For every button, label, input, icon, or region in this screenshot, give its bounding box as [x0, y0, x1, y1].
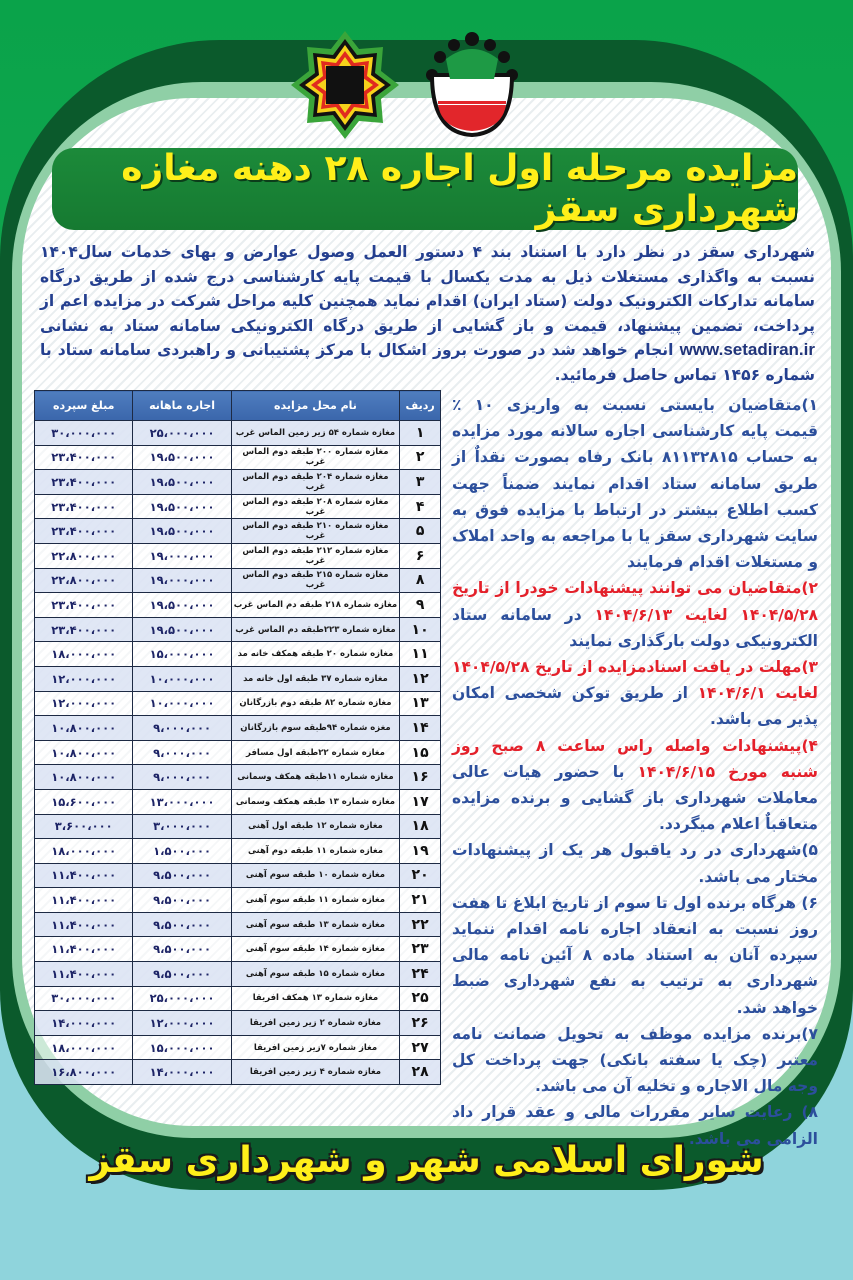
- cell-location-name: مغازه شماره ۵۴ زیر زمین الماس غرب: [231, 421, 399, 446]
- cell-monthly-rent: ۹،۵۰۰،۰۰۰: [133, 962, 231, 987]
- term-4-date: ۴)پیشنهادات واصله راس ساعت ۸ صبح روز شنبه مورخ ۱۴۰۴/۶/۱۵: [452, 736, 819, 781]
- cell-location-name: مغازه شماره ۲ زیر زمین افریقا: [231, 1011, 399, 1036]
- cell-monthly-rent: ۹،۵۰۰،۰۰۰: [133, 888, 231, 913]
- municipality-logo: [285, 30, 405, 140]
- cell-row-number: ۱۳: [400, 691, 441, 716]
- table-row: [35, 789, 441, 814]
- cell-deposit: ۱۱،۴۰۰،۰۰۰: [35, 962, 133, 987]
- table-row: [35, 863, 441, 888]
- cell-monthly-rent: ۲۵،۰۰۰،۰۰۰: [133, 421, 231, 446]
- intro-paragraph: [40, 240, 815, 387]
- cell-deposit: ۲۳،۴۰۰،۰۰۰: [35, 617, 133, 642]
- header-location-name: نام محل مزایده: [231, 391, 399, 421]
- cell-location-name: مغازه شماره ۱۳ طبقه سوم آهنی: [231, 912, 399, 937]
- cell-location-name: مغازه شماره ۱۱ طبقه دوم آهنی: [231, 839, 399, 864]
- cell-location-name: مغازه شماره ۲۰۸ طبقه دوم الماس غرب: [231, 494, 399, 519]
- cell-monthly-rent: ۱۹،۵۰۰،۰۰۰: [133, 617, 231, 642]
- cell-row-number: ۱۲: [400, 666, 441, 691]
- cell-location-name: مغازه شماره ۲۲طبقه اول مسافر: [231, 740, 399, 765]
- cell-monthly-rent: ۱۰،۰۰۰،۰۰۰: [133, 691, 231, 716]
- table-row: [35, 470, 441, 495]
- cell-row-number: ۹: [400, 593, 441, 618]
- cell-location-name: مغازه شماره ۱۰ طبقه سوم آهنی: [231, 863, 399, 888]
- intro-text-before-url: شهرداری سقز در نظر دارد با استناد بند ۴ دستور العمل وصول عوارض و بهای خدمات سال۱۴۰۴ نسبت به واگذاری مستغلات ذیل به مدت یکسال با قیمت پایه کارشناسی درج شده از طریق درگاه سامانه تدارکات الکترونیک دولت (ستاد ایران) اقدام نماید همچنین کلیه مراحل شرکت در مزایده اعم از پرداخت، تضمین پیشنهاد، قیمت و باز گشایی از طریق درگاه الکترونیکی سامانه ستاد به نشانی: [40, 243, 815, 335]
- cell-deposit: ۱۸،۰۰۰،۰۰۰: [35, 642, 133, 667]
- cell-monthly-rent: ۹،۵۰۰،۰۰۰: [133, 912, 231, 937]
- cell-deposit: ۱۱،۴۰۰،۰۰۰: [35, 888, 133, 913]
- council-logo: [412, 30, 532, 140]
- cell-location-name: مغازه شماره ۲۰۰ طبقه دوم الماس غرب: [231, 445, 399, 470]
- table-row: [35, 765, 441, 790]
- cell-location-name: مغازه شماره ۲۱۰ طبقه دوم الماس غرب: [231, 519, 399, 544]
- cell-deposit: ۱۴،۰۰۰،۰۰۰: [35, 1011, 133, 1036]
- cell-row-number: ۲: [400, 445, 441, 470]
- table-row: [35, 962, 441, 987]
- cell-deposit: ۱۱،۴۰۰،۰۰۰: [35, 912, 133, 937]
- term-6: ۶) هرگاه برنده اول تا سوم از تاریخ ابلاغ تا هفت روز نسبت به انعقاد اجاره نامه اقدام ننماید سپرده آنان به استناد ماده ۸ آئین نامه مالی شهرداری به ترتیب به نفع شهرداری ضبط خواهد شد.: [452, 893, 818, 1017]
- cell-monthly-rent: ۱۹،۰۰۰،۰۰۰: [133, 568, 231, 593]
- intro-text-after-url: انجام خواهد شد در صورت بروز اشکال با مرکز پشتیبانی و راهبردی سامانه ستاد با شماره ۱۴۵۶ تماس حاصل فرمائید.: [40, 341, 815, 384]
- term-3-dates: ۳)مهلت در یافت اسنادمزایده از تاریخ ۱۴۰۴/۵/۲۸ لغایت ۱۴۰۴/۶/۱: [452, 658, 818, 703]
- term-3-text: از طریق توکن شخصی امکان پذیر می باشد.: [452, 684, 818, 729]
- council-emblem-icon: [416, 29, 528, 141]
- cell-row-number: ۵: [400, 519, 441, 544]
- cell-row-number: ۶: [400, 543, 441, 568]
- term-2-text: در سامانه ستاد الکترونیکی دولت بارگذاری نمایند: [452, 605, 818, 650]
- cell-row-number: ۲۷: [400, 1035, 441, 1060]
- cell-row-number: ۲۶: [400, 1011, 441, 1036]
- table-body: [35, 421, 441, 1085]
- cell-deposit: ۱۵،۶۰۰،۰۰۰: [35, 789, 133, 814]
- cell-location-name: مغازه شماره ۳۷ طبقه اول خانه مد: [231, 666, 399, 691]
- cell-monthly-rent: ۱۵،۰۰۰،۰۰۰: [133, 642, 231, 667]
- cell-deposit: ۲۳،۴۰۰،۰۰۰: [35, 470, 133, 495]
- header-monthly-rent: اجاره ماهانه: [133, 391, 231, 421]
- table-row: [35, 494, 441, 519]
- cell-row-number: ۲۴: [400, 962, 441, 987]
- table-row: [35, 617, 441, 642]
- table-row: [35, 814, 441, 839]
- cell-monthly-rent: ۳،۰۰۰،۰۰۰: [133, 814, 231, 839]
- table-row: [35, 912, 441, 937]
- cell-deposit: ۱۱،۴۰۰،۰۰۰: [35, 863, 133, 888]
- cell-deposit: ۲۳،۴۰۰،۰۰۰: [35, 445, 133, 470]
- cell-monthly-rent: ۱۹،۵۰۰،۰۰۰: [133, 445, 231, 470]
- terms-list: [452, 392, 818, 1152]
- cell-monthly-rent: ۹،۵۰۰،۰۰۰: [133, 863, 231, 888]
- table-row: [35, 888, 441, 913]
- table-row: [35, 642, 441, 667]
- cell-deposit: ۲۳،۴۰۰،۰۰۰: [35, 494, 133, 519]
- cell-row-number: ۱۵: [400, 740, 441, 765]
- cell-deposit: ۱۸،۰۰۰،۰۰۰: [35, 1035, 133, 1060]
- cell-location-name: مغازه شماره ۸۲ طبقه دوم بازرگانان: [231, 691, 399, 716]
- cell-location-name: مغزه شماره ۹۴طبقه سوم بازرگانان: [231, 716, 399, 741]
- cell-monthly-rent: ۹،۰۰۰،۰۰۰: [133, 765, 231, 790]
- cell-row-number: ۲۵: [400, 986, 441, 1011]
- table-row: [35, 519, 441, 544]
- cell-row-number: ۲۱: [400, 888, 441, 913]
- cell-location-name: مغازه شماره ۲۱۲ طبقه دوم الماس غرب: [231, 543, 399, 568]
- cell-monthly-rent: ۱۰،۰۰۰،۰۰۰: [133, 666, 231, 691]
- table-row: [35, 691, 441, 716]
- cell-monthly-rent: ۱۴،۰۰۰،۰۰۰: [133, 1060, 231, 1085]
- table-row: [35, 543, 441, 568]
- cell-deposit: ۲۲،۸۰۰،۰۰۰: [35, 543, 133, 568]
- term-3: [452, 654, 818, 733]
- cell-deposit: ۲۲،۸۰۰،۰۰۰: [35, 568, 133, 593]
- cell-row-number: ۱۰: [400, 617, 441, 642]
- header-deposit: مبلغ سپرده: [35, 391, 133, 421]
- cell-deposit: ۱۰،۸۰۰،۰۰۰: [35, 740, 133, 765]
- cell-row-number: ۳: [400, 470, 441, 495]
- cell-row-number: ۱: [400, 421, 441, 446]
- table-header-row: [35, 391, 441, 421]
- term-8: ۸) رعایت سایر مقررات مالی و عقد قرار داد الزامی می باشد.: [452, 1103, 818, 1148]
- cell-monthly-rent: ۱۹،۵۰۰،۰۰۰: [133, 494, 231, 519]
- cell-monthly-rent: ۹،۰۰۰،۰۰۰: [133, 740, 231, 765]
- cell-deposit: ۳،۶۰۰،۰۰۰: [35, 814, 133, 839]
- cell-deposit: ۱۰،۸۰۰،۰۰۰: [35, 765, 133, 790]
- cell-location-name: مغازه شماره ۱۳ همکف افریقا: [231, 986, 399, 1011]
- cell-deposit: ۱۱،۴۰۰،۰۰۰: [35, 937, 133, 962]
- cell-monthly-rent: ۱،۵۰۰،۰۰۰: [133, 839, 231, 864]
- table-row: [35, 937, 441, 962]
- cell-location-name: مغازه شماره ۱۴ طبقه سوم آهنی: [231, 937, 399, 962]
- cell-monthly-rent: ۲۵،۰۰۰،۰۰۰: [133, 986, 231, 1011]
- cell-deposit: ۱۶،۸۰۰،۰۰۰: [35, 1060, 133, 1085]
- table-row: [35, 1035, 441, 1060]
- cell-location-name: مغازه شماره ۲۰ طبقه همکف خانه مد: [231, 642, 399, 667]
- term-2: [452, 575, 818, 654]
- municipality-star-icon: [289, 29, 401, 141]
- cell-monthly-rent: ۱۲،۰۰۰،۰۰۰: [133, 1011, 231, 1036]
- cell-monthly-rent: ۱۵،۰۰۰،۰۰۰: [133, 1035, 231, 1060]
- term-4-text: با حضور هیات عالی معاملات شهرداری باز گشایی و برنده مزایده متعاقباٌ اعلام میگردد.: [452, 762, 818, 834]
- cell-row-number: ۱۹: [400, 839, 441, 864]
- term-4: [452, 733, 818, 838]
- cell-row-number: ۲۰: [400, 863, 441, 888]
- cell-location-name: مغازه شماره ۲۱۵ طبقه دوم الماس غرب: [231, 568, 399, 593]
- cell-monthly-rent: ۱۹،۵۰۰،۰۰۰: [133, 470, 231, 495]
- cell-row-number: ۲۳: [400, 937, 441, 962]
- table-row: [35, 839, 441, 864]
- table-row: [35, 568, 441, 593]
- cell-row-number: ۱۸: [400, 814, 441, 839]
- cell-deposit: ۲۳،۴۰۰،۰۰۰: [35, 593, 133, 618]
- cell-row-number: ۱۴: [400, 716, 441, 741]
- cell-monthly-rent: ۱۹،۰۰۰،۰۰۰: [133, 543, 231, 568]
- cell-row-number: ۲۲: [400, 912, 441, 937]
- cell-deposit: ۱۰،۸۰۰،۰۰۰: [35, 716, 133, 741]
- term-2-dates: ۲)متقاضیان می توانند پیشنهادات خودرا از تاریخ ۱۴۰۴/۵/۲۸ لغایت ۱۴۰۴/۶/۱۳: [452, 579, 818, 624]
- table-row: [35, 593, 441, 618]
- footer-signature: شورای اسلامی شهر و شهرداری سقز: [89, 1140, 764, 1181]
- cell-location-name: مغازه شماره ۱۱ طبقه سوم آهنی: [231, 888, 399, 913]
- cell-row-number: ۴: [400, 494, 441, 519]
- header-row-number: ردیف: [400, 391, 441, 421]
- cell-deposit: ۲۳،۴۰۰،۰۰۰: [35, 519, 133, 544]
- table-row: [35, 1011, 441, 1036]
- cell-deposit: ۱۲،۰۰۰،۰۰۰: [35, 691, 133, 716]
- cell-location-name: مغازه شماره ۱۲ طبقه اول آهنی: [231, 814, 399, 839]
- cell-row-number: ۲۸: [400, 1060, 441, 1085]
- title-banner: [52, 148, 798, 230]
- table-row: [35, 1060, 441, 1085]
- cell-row-number: ۱۱: [400, 642, 441, 667]
- cell-deposit: ۱۲،۰۰۰،۰۰۰: [35, 666, 133, 691]
- setadiran-link[interactable]: www.setadiran.ir: [679, 340, 815, 359]
- term-7: ۷)برنده مزایده موظف به تحویل ضمانت نامه معتبر (چک یا سفته بانکی) جهت پرداخت کل وجه مال الاجاره و تخلیه آن می باشد.: [452, 1024, 818, 1096]
- cell-location-name: مغازه شماره ۲۱۸ طبقه دم الماس غرب: [231, 593, 399, 618]
- table-row: [35, 445, 441, 470]
- table-row: [35, 666, 441, 691]
- cell-monthly-rent: ۱۳،۰۰۰،۰۰۰: [133, 789, 231, 814]
- cell-location-name: مغازه شماره ۱۵ طبقه سوم آهنی: [231, 962, 399, 987]
- cell-row-number: ۱۷: [400, 789, 441, 814]
- cell-location-name: مغاز شماره ۷زیر زمین افریقا: [231, 1035, 399, 1060]
- cell-monthly-rent: ۹،۰۰۰،۰۰۰: [133, 716, 231, 741]
- cell-deposit: ۳۰،۰۰۰،۰۰۰: [35, 421, 133, 446]
- auction-table: [34, 390, 441, 1085]
- cell-location-name: مغازه شماره ۱۱طبقه همکف وسمانی: [231, 765, 399, 790]
- term-1: ۱)متقاضیان بایستی نسبت به واریزی ۱۰ ٪ قیمت پایه کارشناسی اجاره سالانه مورد مزایده به حساب ۸۱۱۳۲۸۱۵ بانک رفاه بصورت نقداٌ از طریق سامانه ستاد اقدام نمایند ضمناً جهت کسب اطلاع بیشتر در ارتباط با مزایده فوق به سایت شهرداری سقز یا با مراجعه به واحد املاک و مستغلات اقدام فرمایند: [452, 396, 819, 572]
- cell-monthly-rent: ۱۹،۵۰۰،۰۰۰: [133, 519, 231, 544]
- table-row: [35, 716, 441, 741]
- cell-location-name: مغازه شماره ۲۲۳طبقه دم الماس غرب: [231, 617, 399, 642]
- cell-monthly-rent: ۹،۵۰۰،۰۰۰: [133, 937, 231, 962]
- page-title: مزایده مرحله اول اجاره ۲۸ دهنه مغازه شهرداری سقز: [121, 148, 798, 230]
- cell-monthly-rent: ۱۹،۵۰۰،۰۰۰: [133, 593, 231, 618]
- table-row: [35, 986, 441, 1011]
- term-5: ۵)شهرداری در رد یاقبول هر یک از پیشنهادات مختار می باشد.: [452, 841, 818, 886]
- cell-row-number: ۸: [400, 568, 441, 593]
- cell-location-name: مغازه شماره ۴ زیر زمین افریقا: [231, 1060, 399, 1085]
- table-row: [35, 740, 441, 765]
- cell-location-name: مغازه شماره ۱۳ طبقه همکف وسمانی: [231, 789, 399, 814]
- cell-row-number: ۱۶: [400, 765, 441, 790]
- cell-deposit: ۳۰،۰۰۰،۰۰۰: [35, 986, 133, 1011]
- cell-deposit: ۱۸،۰۰۰،۰۰۰: [35, 839, 133, 864]
- cell-location-name: مغازه شماره ۲۰۴ طبقه دوم الماس غرب: [231, 470, 399, 495]
- table-row: [35, 421, 441, 446]
